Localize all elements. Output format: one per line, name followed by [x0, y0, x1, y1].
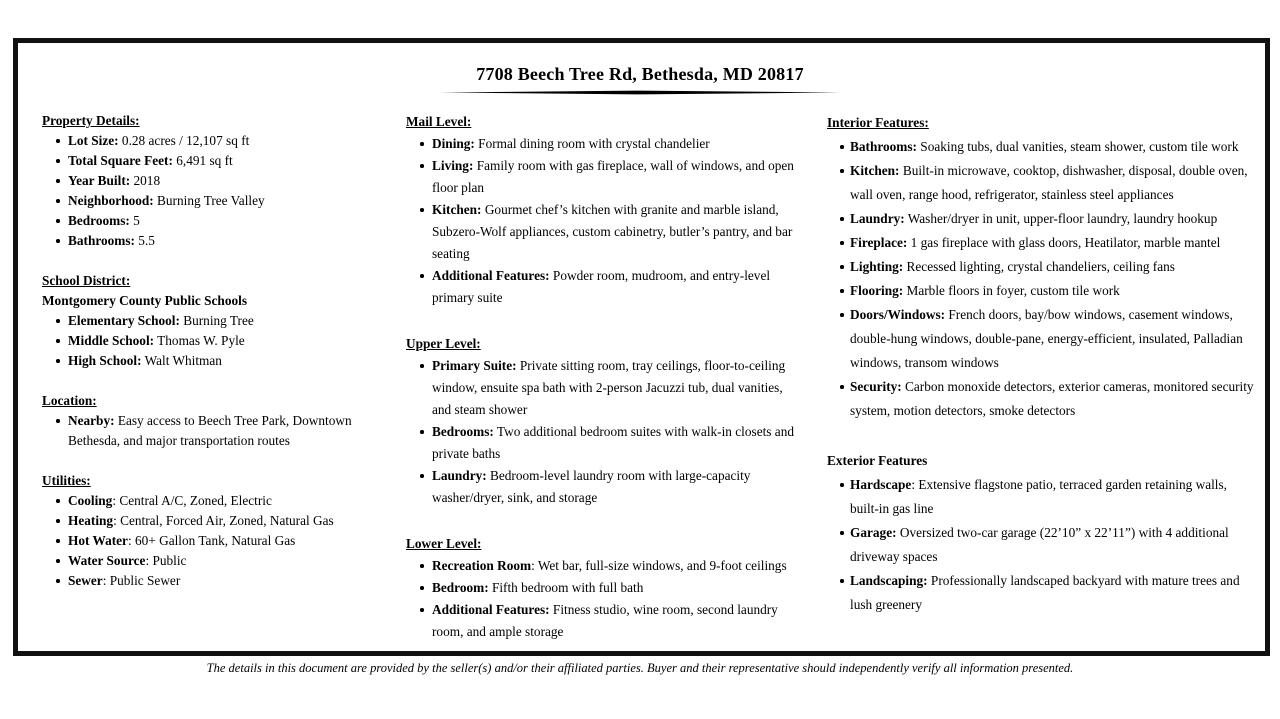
item-text: Thomas W. Pyle [154, 333, 245, 348]
item-label: Bedrooms: [432, 424, 494, 439]
item-text: : Wet bar, full-size windows, and 9-foot ceilings [531, 558, 787, 573]
bullet-icon [420, 608, 424, 612]
item-text: 1 gas fireplace with glass doors, Heatilator, marble mantel [907, 235, 1221, 250]
item-label: Bedroom: [432, 580, 489, 595]
section-heading: Mail Level: [406, 114, 472, 129]
bullet-item [827, 207, 1254, 231]
item-label: Recreation Room [432, 558, 532, 573]
item-text: Washer/dryer in unit, upper-floor laundry, laundry hookup [904, 211, 1218, 226]
bullet-item [827, 231, 1254, 255]
item-text: : Extensive flagstone patio, terraced garden retaining walls, built-in gas line [850, 477, 1227, 516]
title-underline-rule [440, 89, 840, 96]
bullet-icon [56, 539, 60, 543]
item-text: Two additional bedroom suites with walk-in closets and private baths [432, 424, 794, 461]
item-label: Laundry: [432, 468, 487, 483]
section-heading: School District: [42, 273, 131, 288]
item-text: Fitness studio, wine room, second laundry room, and ample storage [432, 602, 778, 639]
bullet-icon [840, 579, 844, 583]
bullet-item [406, 465, 794, 509]
section-property-details [42, 111, 402, 251]
section-lower-level [406, 533, 794, 643]
item-label: Garage: [850, 525, 897, 540]
item-label: High School: [68, 353, 142, 368]
section-heading: Upper Level: [406, 336, 481, 351]
bullet-item [827, 135, 1254, 159]
bullet-icon [56, 179, 60, 183]
item-label: Doors/Windows: [850, 307, 946, 322]
item-text: Private sitting room, tray ceilings, floor-to-ceiling window, ensuite spa bath with 2-person Jacuzzi tub, dual vanities, and steam shower [432, 358, 786, 417]
bullet-item [42, 411, 402, 451]
item-text: Soaking tubs, dual vanities, steam shower, custom tile work [916, 139, 1239, 154]
bullet-icon [56, 359, 60, 363]
bullet-icon [420, 208, 424, 212]
page-title: 7708 Beech Tree Rd, Bethesda, MD 20817 [476, 64, 804, 84]
item-label: Hot Water [68, 533, 128, 548]
section-heading: Property Details: [42, 113, 140, 128]
bullet-item [42, 231, 402, 251]
item-label: Laundry: [850, 211, 905, 226]
item-label: Year Built: [68, 173, 131, 188]
bullet-icon [420, 474, 424, 478]
section-heading: Lower Level: [406, 536, 482, 551]
column-middle [406, 111, 794, 643]
bullet-icon [420, 586, 424, 590]
item-label: Kitchen: [432, 202, 482, 217]
column-right [827, 111, 1254, 617]
bullet-item [42, 511, 402, 531]
bullet-icon [840, 313, 844, 317]
disclaimer-text: The details in this document are provided by the seller(s) and/or their affiliated parties. Buyer and their representative should independently verify all information presented. [206, 661, 1074, 675]
bullet-icon [56, 159, 60, 163]
bullet-icon [420, 164, 424, 168]
bullet-item [827, 569, 1254, 617]
bullet-item [42, 331, 402, 351]
bullet-item [827, 255, 1254, 279]
item-text: Powder room, mudroom, and entry-level primary suite [432, 268, 771, 305]
item-label: Additional Features: [432, 268, 550, 283]
bullet-icon [56, 579, 60, 583]
bullet-icon [840, 385, 844, 389]
bullet-item [406, 265, 794, 309]
bullet-item [42, 571, 402, 591]
bullet-icon [56, 239, 60, 243]
item-text: Walt Whitman [141, 353, 222, 368]
item-label: Neighborhood: [68, 193, 154, 208]
bullet-icon [56, 499, 60, 503]
item-label: Elementary School: [68, 313, 180, 328]
item-text: Carbon monoxide detectors, exterior cameras, monitored security system, motion detectors, smoke detectors [850, 379, 1254, 418]
bullet-icon [56, 199, 60, 203]
bullet-icon [840, 289, 844, 293]
item-label: Primary Suite: [432, 358, 517, 373]
bullet-item [406, 199, 794, 265]
item-text: Bedroom-level laundry room with large-capacity washer/dryer, sink, and storage [432, 468, 751, 505]
item-text: 0.28 acres / 12,107 sq ft [118, 133, 250, 148]
bullet-item [406, 577, 794, 599]
bullet-item [827, 473, 1254, 521]
bullet-item [827, 521, 1254, 569]
section-heading: Location: [42, 393, 97, 408]
bullet-icon [840, 483, 844, 487]
item-label: Additional Features: [432, 602, 550, 617]
bullet-item [42, 131, 402, 151]
bullet-icon [56, 519, 60, 523]
item-label: Dining: [432, 136, 475, 151]
bullet-item [42, 211, 402, 231]
item-text: Oversized two-car garage (22’10” x 22’11”) with 4 additional driveway spaces [850, 525, 1229, 564]
bullet-icon [840, 531, 844, 535]
section-heading: Utilities: [42, 473, 91, 488]
bullet-item [42, 191, 402, 211]
bullet-item [406, 155, 794, 199]
item-label: Security: [850, 379, 902, 394]
item-text: Built-in microwave, cooktop, dishwasher, disposal, double oven, wall oven, range hood, refrigerator, stainless steel appliances [850, 163, 1248, 202]
section-utilities [42, 471, 402, 591]
item-label: Lighting: [850, 259, 904, 274]
section-heading: Interior Features: [827, 115, 929, 130]
section-upper-level [406, 333, 794, 509]
bullet-icon [56, 139, 60, 143]
bullet-icon [840, 217, 844, 221]
bullet-icon [840, 145, 844, 149]
bullet-icon [840, 241, 844, 245]
bullet-item [406, 555, 794, 577]
section-interior-features [827, 111, 1254, 423]
column-left [42, 111, 402, 591]
bullet-item [42, 171, 402, 191]
bullet-icon [420, 142, 424, 146]
bullet-item [42, 351, 402, 371]
item-label: Flooring: [850, 283, 904, 298]
item-text: Marble floors in foyer, custom tile work [903, 283, 1120, 298]
section-school-district [42, 271, 402, 371]
bullet-item [42, 491, 402, 511]
item-label: Fireplace: [850, 235, 908, 250]
item-text: Family room with gas fireplace, wall of windows, and open floor plan [432, 158, 794, 195]
item-text: Recessed lighting, crystal chandeliers, ceiling fans [903, 259, 1175, 274]
bullet-item [827, 303, 1254, 375]
bullet-icon [420, 274, 424, 278]
bullet-item [42, 531, 402, 551]
item-text: Burning Tree Valley [153, 193, 265, 208]
bullet-icon [420, 430, 424, 434]
item-label: Lot Size: [68, 133, 119, 148]
section-main-level [406, 111, 794, 309]
bullet-item [827, 279, 1254, 303]
item-text: Professionally landscaped backyard with mature trees and lush greenery [850, 573, 1240, 612]
item-label: Water Source [68, 553, 146, 568]
item-text: Burning Tree [179, 313, 254, 328]
item-text: 5 [129, 213, 140, 228]
item-label: Middle School: [68, 333, 155, 348]
item-label: Cooling [68, 493, 113, 508]
bullet-icon [56, 219, 60, 223]
school-district-name: Montgomery County Public Schools [42, 293, 247, 308]
item-text: : Central A/C, Zoned, Electric [112, 493, 272, 508]
bullet-icon [420, 364, 424, 368]
item-text: : Public [145, 553, 187, 568]
section-exterior-features [827, 449, 1254, 617]
bullet-icon [420, 564, 424, 568]
item-text: 6,491 sq ft [172, 153, 233, 168]
bullet-item [406, 421, 794, 465]
document-header [0, 64, 1280, 96]
bullet-item [827, 159, 1254, 207]
item-label: Kitchen: [850, 163, 900, 178]
section-heading: Exterior Features [827, 453, 928, 468]
bullet-icon [840, 265, 844, 269]
bullet-icon [56, 559, 60, 563]
bullet-item [406, 133, 794, 155]
item-label: Sewer [68, 573, 103, 588]
item-label: Bathrooms: [68, 233, 135, 248]
item-text: Easy access to Beech Tree Park, Downtown Bethesda, and major transportation routes [68, 413, 352, 448]
item-label: Landscaping: [850, 573, 928, 588]
item-label: Nearby: [68, 413, 115, 428]
item-text: : Public Sewer [102, 573, 181, 588]
section-location [42, 391, 402, 451]
bullet-item [406, 355, 794, 421]
bullet-item [42, 551, 402, 571]
item-text: Formal dining room with crystal chandelier [474, 136, 710, 151]
bullet-icon [56, 319, 60, 323]
item-text: 2018 [130, 173, 161, 188]
bullet-icon [56, 419, 60, 423]
item-text: Gourmet chef’s kitchen with granite and marble island, Subzero-Wolf appliances, custom cabinetry, butler’s pantry, and bar seating [432, 202, 793, 261]
bullet-item [406, 599, 794, 643]
item-label: Bathrooms: [850, 139, 917, 154]
item-label: Total Square Feet: [68, 153, 173, 168]
item-text: Fifth bedroom with full bath [488, 580, 644, 595]
bullet-item [827, 375, 1254, 423]
item-label: Hardscape [850, 477, 912, 492]
item-label: Bedrooms: [68, 213, 130, 228]
bullet-icon [840, 169, 844, 173]
item-label: Living: [432, 158, 474, 173]
item-text: 5.5 [134, 233, 155, 248]
item-text: : Central, Forced Air, Zoned, Natural Gas [113, 513, 334, 528]
bullet-item [42, 151, 402, 171]
bullet-item [42, 311, 402, 331]
item-text: French doors, bay/bow windows, casement windows, double-hung windows, double-pane, energy-efficient, insulated, Palladian windows, transom windows [850, 307, 1243, 370]
item-text: : 60+ Gallon Tank, Natural Gas [127, 533, 296, 548]
bullet-icon [56, 339, 60, 343]
item-label: Heating [68, 513, 114, 528]
